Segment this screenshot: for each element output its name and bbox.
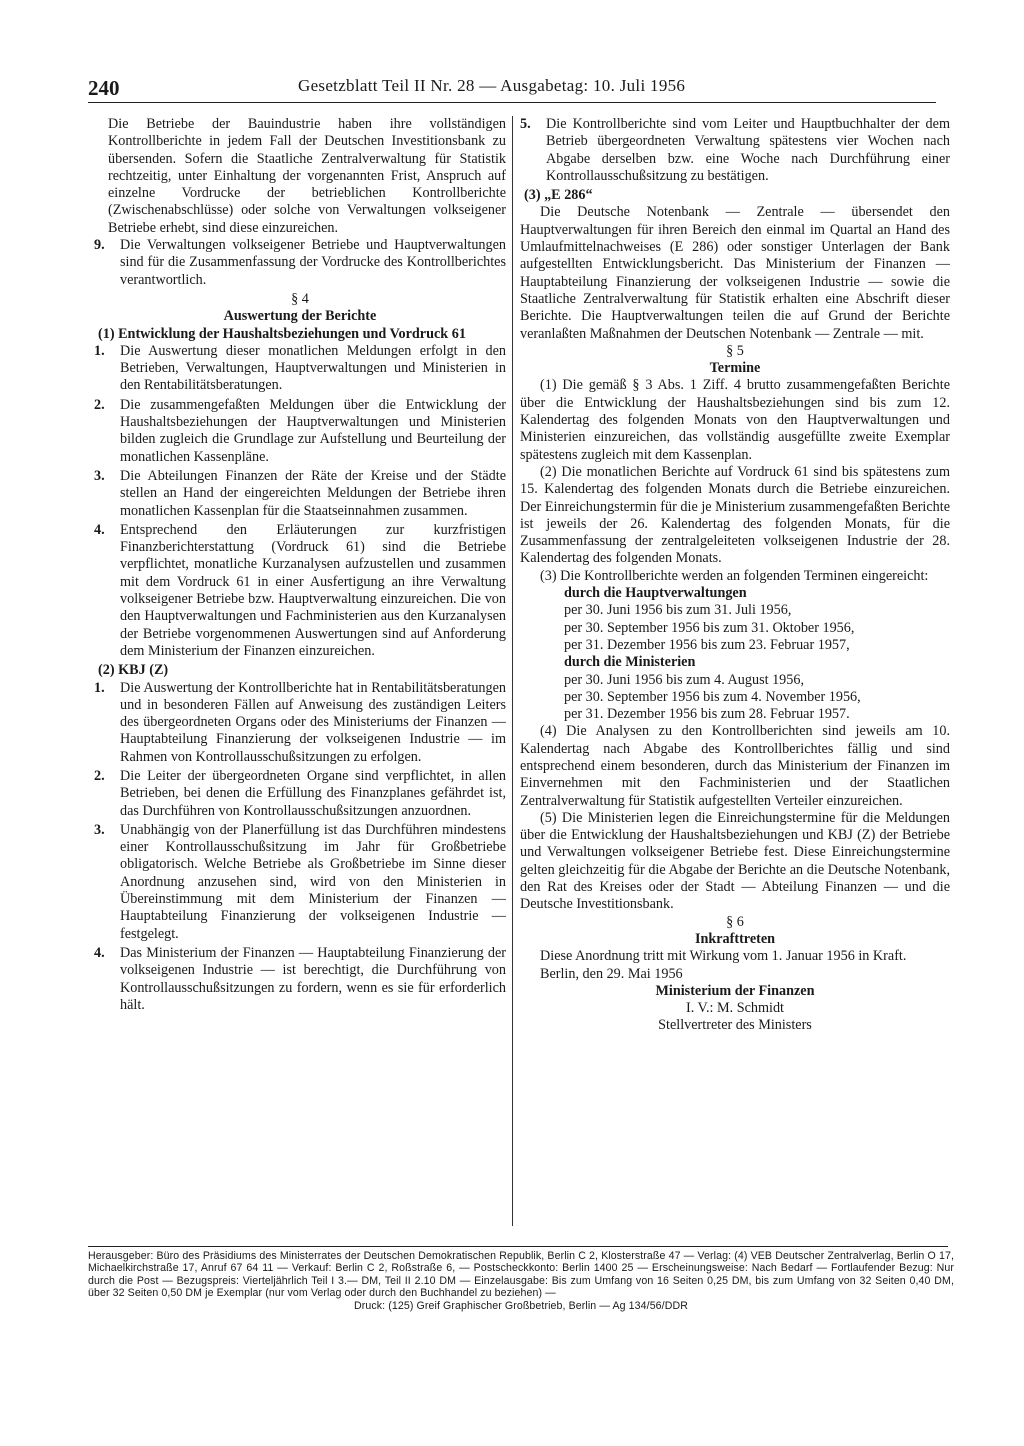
intro-paragraph: Die Betriebe der Bauindustrie haben ihre vollständigen Kontrollberichte in jedem Fall der Deutschen Investitionsbank zu übersenden. Sofern die Staatliche Zentralverwaltung für Statistik rechtzeitig, unter Einhaltung der vorgenannten Frist, Anspruch auf einzelne Vordrucke der betrieblichen Kontrollberichte (Zwischenabschlüsse) oder solche von Verwaltungen volkseigener Betriebe erhebt, sind diese einzureichen. [108, 116, 506, 236]
deadline-line: per 30. Juni 1956 bis zum 4. August 1956, [564, 671, 805, 688]
paragraph: (5) Die Ministerien legen die Einreichungstermine für die Meldungen über die Entwicklung der Haushaltsbeziehungen und KBJ (Z) der Betriebe und Verwaltungen volkseigener Betriebe fest. Diese Einreichungstermine gelten gleichzeitig für die Abgabe der Berichte an die Deutsche Notenbank, den Rat des Kreises oder der Stadt — Abteilung Finanzen — und die Deutsche Investitionsbank. [520, 809, 950, 913]
deadline-group-title: durch die Ministerien [564, 654, 696, 671]
list-item [94, 237, 506, 289]
list-item [94, 768, 506, 820]
item-number: 1. [94, 679, 105, 696]
list-item [94, 945, 506, 1014]
date-line: Berlin, den 29. Mai 1956 [540, 965, 683, 982]
section-number: § 4 [291, 290, 309, 307]
list-item [94, 680, 506, 766]
signature-role: Stellvertreter des Ministers [658, 1017, 812, 1034]
print-line: Druck: (125) Greif Graphischer Großbetrieb, Berlin — Ag 134/56/DDR [354, 1299, 688, 1312]
left-column [94, 116, 506, 1016]
imprint-text: Herausgeber: Büro des Präsidiums des Ministerrates der Deutschen Demokratischen Republik, Berlin C 2, Klosterstraße 47 — Verlag: (4) VEB Deutscher Zentralverlag, Berlin O 17, Michaelkirchstraße 17, Anruf 67 64 11 — Verkauf: Berlin C 2, Roßstraße 6, — Postscheckkonto: Berlin 1400 25 — Erscheinungsweise: Nach Bedarf — Fortlaufender Bezug: Nur durch die Post — Bezugspreis: Vierteljährlich Teil I 3.— DM, Teil II 2.10 DM — Einzelausgabe: Bis zum Umfang von 16 Seiten 0,25 DM, bis zum Umfang von 32 Seiten 0,40 DM, über 32 Seiten 0,50 DM je Exemplar (nur vom Verlag oder durch den Buchhandel zu beziehen) — [88, 1250, 954, 1300]
item-text: Unabhängig von der Planerfüllung ist das Durchführen mindestens einer Kontrollausschußsitzung im Jahr für Großbetriebe obligatorisch. Welche Betriebe als Großbetriebe im Sinne dieser Anordnung anzusehen sind, wird von den Ministerien in Übereinstimmung mit dem Ministerium der Finanzen — Hauptabteilung Finanzierung der volkseigenen Industrie — festgelegt. [120, 821, 506, 942]
item-text: Die Kontrollberichte sind vom Leiter und Hauptbuchhalter der dem Betrieb übergeordneten Verwaltung spätestens vier Wochen nach Abgabe derselben bzw. eine Woche nach Durchführung einer Kontrollausschußsitzung zu bestätigen. [546, 116, 950, 184]
item-number: 4. [94, 521, 105, 538]
item-text: Die Auswertung dieser monatlichen Meldungen erfolgt in den Betrieben, Verwaltungen, Hauptverwaltungen und Ministerien in den Rentabilitätsberatungen. [120, 342, 506, 394]
page-number: 240 [88, 76, 120, 100]
item-text: Die Verwaltungen volkseigener Betriebe und Hauptverwaltungen sind für die Zusammenfassung der Vordrucke des Kontrollberichtes verantwortlich. [120, 237, 506, 288]
footer-divider [88, 1246, 948, 1247]
item-number: 4. [94, 944, 105, 961]
item-text: Die Auswertung der Kontrollberichte hat in Rentabilitätsberatungen und in besonderen Fällen auf Anweisung des zuständigen Leiters des übergeordneten Organs oder des Ministeriums der Finanzen — Hauptabteilung Finanzierung der volkseigenen Industrie — im Rahmen von Kontrollausschußsitzungen zu erfolgen. [120, 679, 506, 765]
section-title: Inkrafttreten [694, 930, 776, 947]
paragraph: (1) Die gemäß § 3 Abs. 1 Ziff. 4 brutto zusammengefaßten Berichte über die Entwicklung der Haushaltsbeziehungen sind bis zum 12. Kalendertag des folgenden Monats von den Hauptverwaltungen und Ministerien einzureichen, das vollständig ausgefüllte zweite Exemplar spätestens zugleich mit dem Kassenplan. [520, 377, 950, 463]
item-text: Entsprechend den Erläuterungen zur kurzfristigen Finanzberichterstattung (Vordruck 61) sind die Betriebe verpflichtet, monatliche Kurzanalysen aufzustellen und zusammen mit dem Vordruck 61 in einer Ausfertigung an ihre Verwaltung volkseigener Betriebe bzw. Hauptverwaltung einzureichen. Die von den Hauptverwaltungen und Fachministerien aus den Kurzanalysen der Betriebe vorgenommenen Auswertungen sind auf Anforderung dem Ministerium der Finanzen einzureichen. [120, 521, 506, 659]
signature-name: I. V.: M. Schmidt [685, 1000, 784, 1017]
list-item [520, 116, 950, 185]
subsection-title: (3) „E 286“ [524, 187, 593, 204]
item-text: Die zusammengefaßten Meldungen über die Entwicklung der Haushaltsbeziehungen der Hauptverwaltungen und Ministerien bilden zugleich die Grundlage zur Aufstellung und Beurteilung der monatlichen Kassenpläne. [120, 396, 506, 465]
deadline-line: per 31. Dezember 1956 bis zum 23. Februar 1957, [564, 636, 850, 653]
item-number: 2. [94, 767, 105, 784]
item-number: 9. [94, 237, 105, 254]
item-number: 3. [94, 467, 105, 484]
deadline-line: per 30. September 1956 bis zum 4. November 1956, [564, 688, 861, 705]
item-number: 3. [94, 821, 105, 838]
signature-ministry: Ministerium der Finanzen [655, 982, 815, 999]
list-item [94, 468, 506, 520]
column-divider [512, 116, 513, 1226]
item-text: Die Abteilungen Finanzen der Räte der Kreise und der Städte stellen an Hand der eingereichten Meldungen der Betriebe ihren monatlichen Kassenplan für die Staatseinnahmen zusammen. [120, 467, 506, 519]
paragraph: Diese Anordnung tritt mit Wirkung vom 1. Januar 1956 in Kraft. [540, 948, 907, 965]
section-number: § 5 [726, 342, 744, 359]
list-item [94, 343, 506, 395]
item-text: Das Ministerium der Finanzen — Hauptabteilung Finanzierung der volkseigenen Industrie — ist berechtigt, die Durchführung von Kontrollausschußsitzungen zu fordern, wenn es sie für erforderlich hält. [120, 944, 506, 1013]
paragraph: (4) Die Analysen zu den Kontrollberichten sind jeweils am 10. Kalendertag nach Abgabe des Kontrollberichtes fällig und sind entsprechend einem besonderen, durch das Ministerium der Finanzen im Einvernehmen mit den Fachministerien und der Staatlichen Zentralverwaltung für Statistik aufgestellten Verteiler einzureichen. [520, 723, 950, 809]
deadline-list [520, 585, 950, 723]
subsection-title: (1) Entwicklung der Haushaltsbeziehungen und Vordruck 61 [98, 325, 466, 342]
item-number: 2. [94, 396, 105, 413]
deadline-group-title: durch die Hauptverwaltungen [564, 585, 747, 602]
list-item [94, 822, 506, 943]
item-text: Die Leiter der übergeordneten Organe sind verpflichtet, in allen Betrieben, bei denen die Erfüllung des Finanzplanes gefährdet ist, das Durchführen von Kontrollausschußsitzungen anzuordnen. [120, 767, 506, 819]
paragraph: (3) Die Kontrollberichte werden an folgenden Terminen eingereicht: [540, 567, 929, 584]
paragraph: (2) Die monatlichen Berichte auf Vordruck 61 sind bis spätestens zum 15. Kalendertag des folgenden Monats durch die Betriebe einzureichen. Der Einreichungstermin für die je Ministerium zusammengefaßten Berichte ist jeweils der 26. Kalendertag des folgenden Monats, für die Zusammenfassung der zentralgeleiteten volkseigenen Industrie der 28. Kalendertag des folgenden Monats. [520, 463, 950, 567]
section-number: § 6 [726, 913, 744, 930]
subsection-title: (2) KBJ (Z) [98, 662, 169, 679]
list-item [94, 522, 506, 660]
imprint-footer [88, 1250, 954, 1312]
header-title: Gesetzblatt Teil II Nr. 28 — Ausgabetag: 10. Juli 1956 [298, 76, 686, 95]
paragraph: Die Deutsche Notenbank — Zentrale — übersendet den Hauptverwaltungen für ihren Bereich den einmal im Quartal an Hand des Umlaufmittelnachweises (E 286) oder sonstiger Unterlagen der Bank aufgestellten Entwicklungsbericht. Das Ministerium der Finanzen — Hauptabteilung Finanzierung der volkseigenen Industrie — sowie die Staatliche Zentralverwaltung für Statistik erhalten eine Abschrift dieser Berichte. Die Hauptverwaltungen teilen die auf Grund der Berichte veranlaßten Maßnahmen der Deutschen Notenbank — Zentrale — mit. [520, 204, 950, 342]
page-header [88, 74, 936, 103]
item-number: 5. [520, 116, 531, 132]
section-title: Termine [709, 360, 761, 377]
item-number: 1. [94, 342, 105, 359]
right-column [520, 116, 950, 1035]
deadline-line: per 30. Juni 1956 bis zum 31. Juli 1956, [564, 602, 792, 619]
section-title: Auswertung der Berichte [223, 308, 377, 325]
list-item [94, 397, 506, 466]
signature-block [520, 983, 950, 1035]
deadline-line: per 30. September 1956 bis zum 31. Oktober 1956, [564, 619, 855, 636]
deadline-line: per 31. Dezember 1956 bis zum 28. Februar 1957. [564, 706, 850, 723]
